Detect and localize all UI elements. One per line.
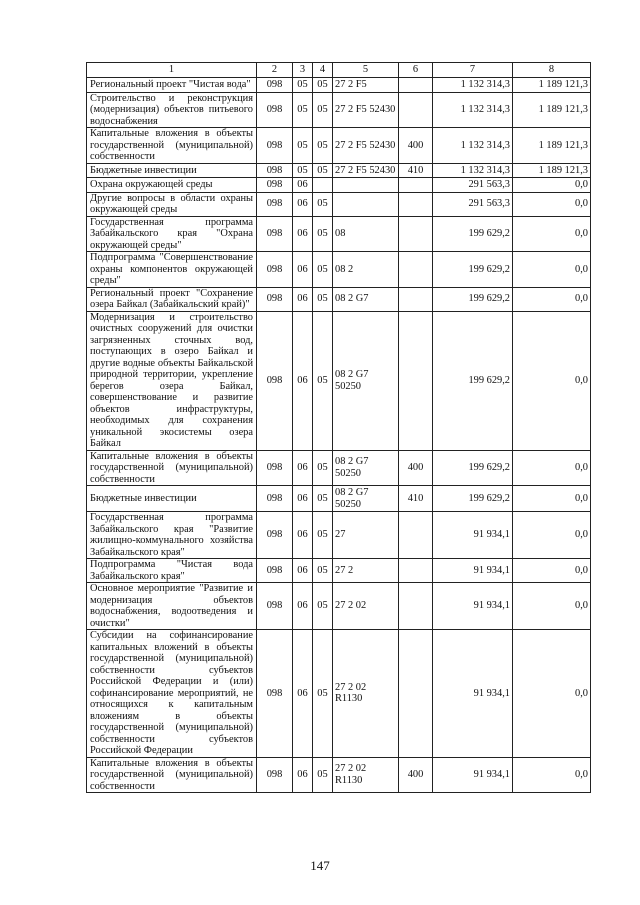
row-vr-cell [399, 583, 433, 630]
row-pr-cell: 05 [313, 559, 333, 583]
table-row [87, 78, 591, 93]
budget-table-container [86, 62, 590, 793]
row-csr-cell [333, 192, 399, 216]
row-vr-cell [399, 92, 433, 128]
row-name-cell: Субсидии на софинансирование капитальных вложений в объекты государственной (муниципальной) собственности субъектов Российской Федерации и (или) софинансирование мероприятий, не относящихся к капитальным вложениям в объекты государственной (муниципальной) собственности субъектов Российской Федерации [87, 630, 257, 758]
row-gr-cell: 098 [257, 512, 293, 559]
row-pr-cell: 05 [313, 192, 333, 216]
table-row [87, 287, 591, 311]
row-rz-cell: 06 [293, 287, 313, 311]
row-vr-cell [399, 512, 433, 559]
table-row [87, 583, 591, 630]
table-row [87, 216, 591, 252]
row-csr-cell: 08 2 G7 50250 [333, 450, 399, 486]
row-rz-cell: 05 [293, 92, 313, 128]
row-csr-cell: 27 2 F5 52430 [333, 128, 399, 164]
row-sum2-cell: 1 189 121,3 [513, 78, 591, 93]
row-rz-cell: 06 [293, 178, 313, 193]
row-sum2-cell: 1 189 121,3 [513, 128, 591, 164]
row-sum1-cell: 91 934,1 [433, 630, 513, 758]
row-pr-cell: 05 [313, 630, 333, 758]
table-row [87, 630, 591, 758]
row-csr-cell: 08 [333, 216, 399, 252]
row-vr-cell [399, 311, 433, 450]
table-row [87, 163, 591, 178]
row-sum1-cell: 1 132 314,3 [433, 128, 513, 164]
row-sum2-cell: 0,0 [513, 559, 591, 583]
header-cell: 8 [513, 63, 591, 78]
row-sum2-cell: 0,0 [513, 512, 591, 559]
row-sum1-cell: 199 629,2 [433, 311, 513, 450]
row-rz-cell: 06 [293, 216, 313, 252]
row-name-cell: Государственная программа Забайкальского края "Развитие жилищно-коммунального хозяйства Забайкальского края" [87, 512, 257, 559]
row-vr-cell [399, 630, 433, 758]
header-cell: 1 [87, 63, 257, 78]
row-pr-cell: 05 [313, 311, 333, 450]
row-rz-cell: 06 [293, 757, 313, 793]
row-name-cell: Капитальные вложения в объекты государственной (муниципальной) собственности [87, 757, 257, 793]
row-name-cell: Капитальные вложения в объекты государственной (муниципальной) собственности [87, 128, 257, 164]
table-row [87, 559, 591, 583]
row-rz-cell: 06 [293, 583, 313, 630]
row-vr-cell: 410 [399, 486, 433, 512]
row-vr-cell [399, 78, 433, 93]
row-rz-cell: 05 [293, 78, 313, 93]
row-vr-cell: 400 [399, 128, 433, 164]
row-sum1-cell: 91 934,1 [433, 559, 513, 583]
row-vr-cell [399, 192, 433, 216]
row-gr-cell: 098 [257, 128, 293, 164]
row-pr-cell: 05 [313, 78, 333, 93]
row-name-cell: Подпрограмма "Чистая вода Забайкальского края" [87, 559, 257, 583]
row-sum2-cell: 0,0 [513, 486, 591, 512]
row-rz-cell: 05 [293, 163, 313, 178]
header-cell: 4 [313, 63, 333, 78]
row-gr-cell: 098 [257, 486, 293, 512]
row-name-cell: Модернизация и строительство очистных сооружений для очистки загрязненных сточных вод, поступающих в озеро Байкал и другие водные объекты Байкальской природной территории, укрепление берегов озера Байкал, совершенствование и развитие объектов инфраструктуры, необходимых для сохранения уникальной экосистемы озера Байкал [87, 311, 257, 450]
row-gr-cell: 098 [257, 252, 293, 288]
page-number: 147 [310, 858, 330, 873]
row-pr-cell: 05 [313, 486, 333, 512]
table-row [87, 311, 591, 450]
row-name-cell: Государственная программа Забайкальского края "Охрана окружающей среды" [87, 216, 257, 252]
row-gr-cell: 098 [257, 92, 293, 128]
row-sum1-cell: 91 934,1 [433, 583, 513, 630]
row-rz-cell: 06 [293, 252, 313, 288]
table-row [87, 486, 591, 512]
row-csr-cell: 27 2 F5 52430 [333, 163, 399, 178]
row-pr-cell: 05 [313, 128, 333, 164]
row-gr-cell: 098 [257, 192, 293, 216]
row-csr-cell: 08 2 G7 [333, 287, 399, 311]
row-csr-cell [333, 178, 399, 193]
table-row [87, 92, 591, 128]
row-rz-cell: 06 [293, 311, 313, 450]
row-csr-cell: 27 2 02 R1130 [333, 630, 399, 758]
row-vr-cell: 410 [399, 163, 433, 178]
row-sum2-cell: 0,0 [513, 583, 591, 630]
row-pr-cell: 05 [313, 252, 333, 288]
table-row [87, 128, 591, 164]
row-csr-cell: 08 2 [333, 252, 399, 288]
row-csr-cell: 08 2 G7 50250 [333, 486, 399, 512]
row-gr-cell: 098 [257, 178, 293, 193]
row-rz-cell: 06 [293, 559, 313, 583]
header-cell: 7 [433, 63, 513, 78]
row-gr-cell: 098 [257, 757, 293, 793]
row-name-cell: Охрана окружающей среды [87, 178, 257, 193]
row-vr-cell [399, 216, 433, 252]
row-name-cell: Региональный проект "Сохранение озера Байкал (Забайкальский край)" [87, 287, 257, 311]
row-pr-cell: 05 [313, 512, 333, 559]
row-pr-cell: 05 [313, 163, 333, 178]
row-gr-cell: 098 [257, 216, 293, 252]
row-name-cell: Строительство и реконструкция (модернизация) объектов питьевого водоснабжения [87, 92, 257, 128]
row-sum1-cell: 1 132 314,3 [433, 78, 513, 93]
row-sum2-cell: 0,0 [513, 287, 591, 311]
row-name-cell: Другие вопросы в области охраны окружающей среды [87, 192, 257, 216]
row-gr-cell: 098 [257, 583, 293, 630]
row-sum2-cell: 0,0 [513, 252, 591, 288]
row-csr-cell: 08 2 G7 50250 [333, 311, 399, 450]
row-vr-cell [399, 178, 433, 193]
row-name-cell: Региональный проект "Чистая вода" [87, 78, 257, 93]
row-gr-cell: 098 [257, 630, 293, 758]
row-rz-cell: 06 [293, 450, 313, 486]
row-rz-cell: 06 [293, 486, 313, 512]
row-pr-cell: 05 [313, 583, 333, 630]
row-vr-cell: 400 [399, 450, 433, 486]
budget-table [86, 62, 591, 793]
row-pr-cell: 05 [313, 757, 333, 793]
row-csr-cell: 27 2 F5 52430 [333, 92, 399, 128]
row-csr-cell: 27 2 [333, 559, 399, 583]
row-vr-cell [399, 287, 433, 311]
row-sum2-cell: 1 189 121,3 [513, 92, 591, 128]
row-sum2-cell: 0,0 [513, 178, 591, 193]
row-sum1-cell: 291 563,3 [433, 192, 513, 216]
row-csr-cell: 27 2 02 [333, 583, 399, 630]
row-csr-cell: 27 [333, 512, 399, 559]
table-row [87, 512, 591, 559]
row-sum2-cell: 1 189 121,3 [513, 163, 591, 178]
row-pr-cell [313, 178, 333, 193]
header-cell: 2 [257, 63, 293, 78]
header-cell: 6 [399, 63, 433, 78]
row-sum2-cell: 0,0 [513, 192, 591, 216]
row-gr-cell: 098 [257, 163, 293, 178]
row-sum2-cell: 0,0 [513, 311, 591, 450]
table-row [87, 252, 591, 288]
header-cell: 3 [293, 63, 313, 78]
row-sum1-cell: 199 629,2 [433, 252, 513, 288]
row-gr-cell: 098 [257, 450, 293, 486]
row-gr-cell: 098 [257, 287, 293, 311]
row-name-cell: Подпрограмма "Совершенствование охраны компонентов окружающей среды" [87, 252, 257, 288]
row-sum2-cell: 0,0 [513, 630, 591, 758]
row-sum2-cell: 0,0 [513, 757, 591, 793]
row-sum1-cell: 291 563,3 [433, 178, 513, 193]
row-sum1-cell: 91 934,1 [433, 512, 513, 559]
row-vr-cell [399, 559, 433, 583]
row-rz-cell: 06 [293, 512, 313, 559]
row-name-cell: Капитальные вложения в объекты государственной (муниципальной) собственности [87, 450, 257, 486]
row-sum1-cell: 1 132 314,3 [433, 163, 513, 178]
row-gr-cell: 098 [257, 78, 293, 93]
row-pr-cell: 05 [313, 450, 333, 486]
row-vr-cell [399, 252, 433, 288]
row-name-cell: Бюджетные инвестиции [87, 163, 257, 178]
table-header-row [87, 63, 591, 78]
row-sum1-cell: 199 629,2 [433, 287, 513, 311]
row-gr-cell: 098 [257, 311, 293, 450]
row-csr-cell: 27 2 02 R1130 [333, 757, 399, 793]
row-vr-cell: 400 [399, 757, 433, 793]
table-row [87, 450, 591, 486]
row-name-cell: Основное мероприятие "Развитие и модернизация объектов водоснабжения, водоотведения и очистки" [87, 583, 257, 630]
table-row [87, 757, 591, 793]
table-row [87, 178, 591, 193]
row-sum2-cell: 0,0 [513, 450, 591, 486]
row-sum1-cell: 199 629,2 [433, 486, 513, 512]
row-pr-cell: 05 [313, 216, 333, 252]
row-pr-cell: 05 [313, 92, 333, 128]
row-sum1-cell: 91 934,1 [433, 757, 513, 793]
row-pr-cell: 05 [313, 287, 333, 311]
row-sum1-cell: 199 629,2 [433, 216, 513, 252]
row-sum1-cell: 199 629,2 [433, 450, 513, 486]
row-rz-cell: 05 [293, 128, 313, 164]
table-row [87, 192, 591, 216]
row-name-cell: Бюджетные инвестиции [87, 486, 257, 512]
table-body [87, 78, 591, 793]
row-gr-cell: 098 [257, 559, 293, 583]
row-rz-cell: 06 [293, 630, 313, 758]
row-sum1-cell: 1 132 314,3 [433, 92, 513, 128]
header-cell: 5 [333, 63, 399, 78]
row-sum2-cell: 0,0 [513, 216, 591, 252]
row-rz-cell: 06 [293, 192, 313, 216]
row-csr-cell: 27 2 F5 [333, 78, 399, 93]
